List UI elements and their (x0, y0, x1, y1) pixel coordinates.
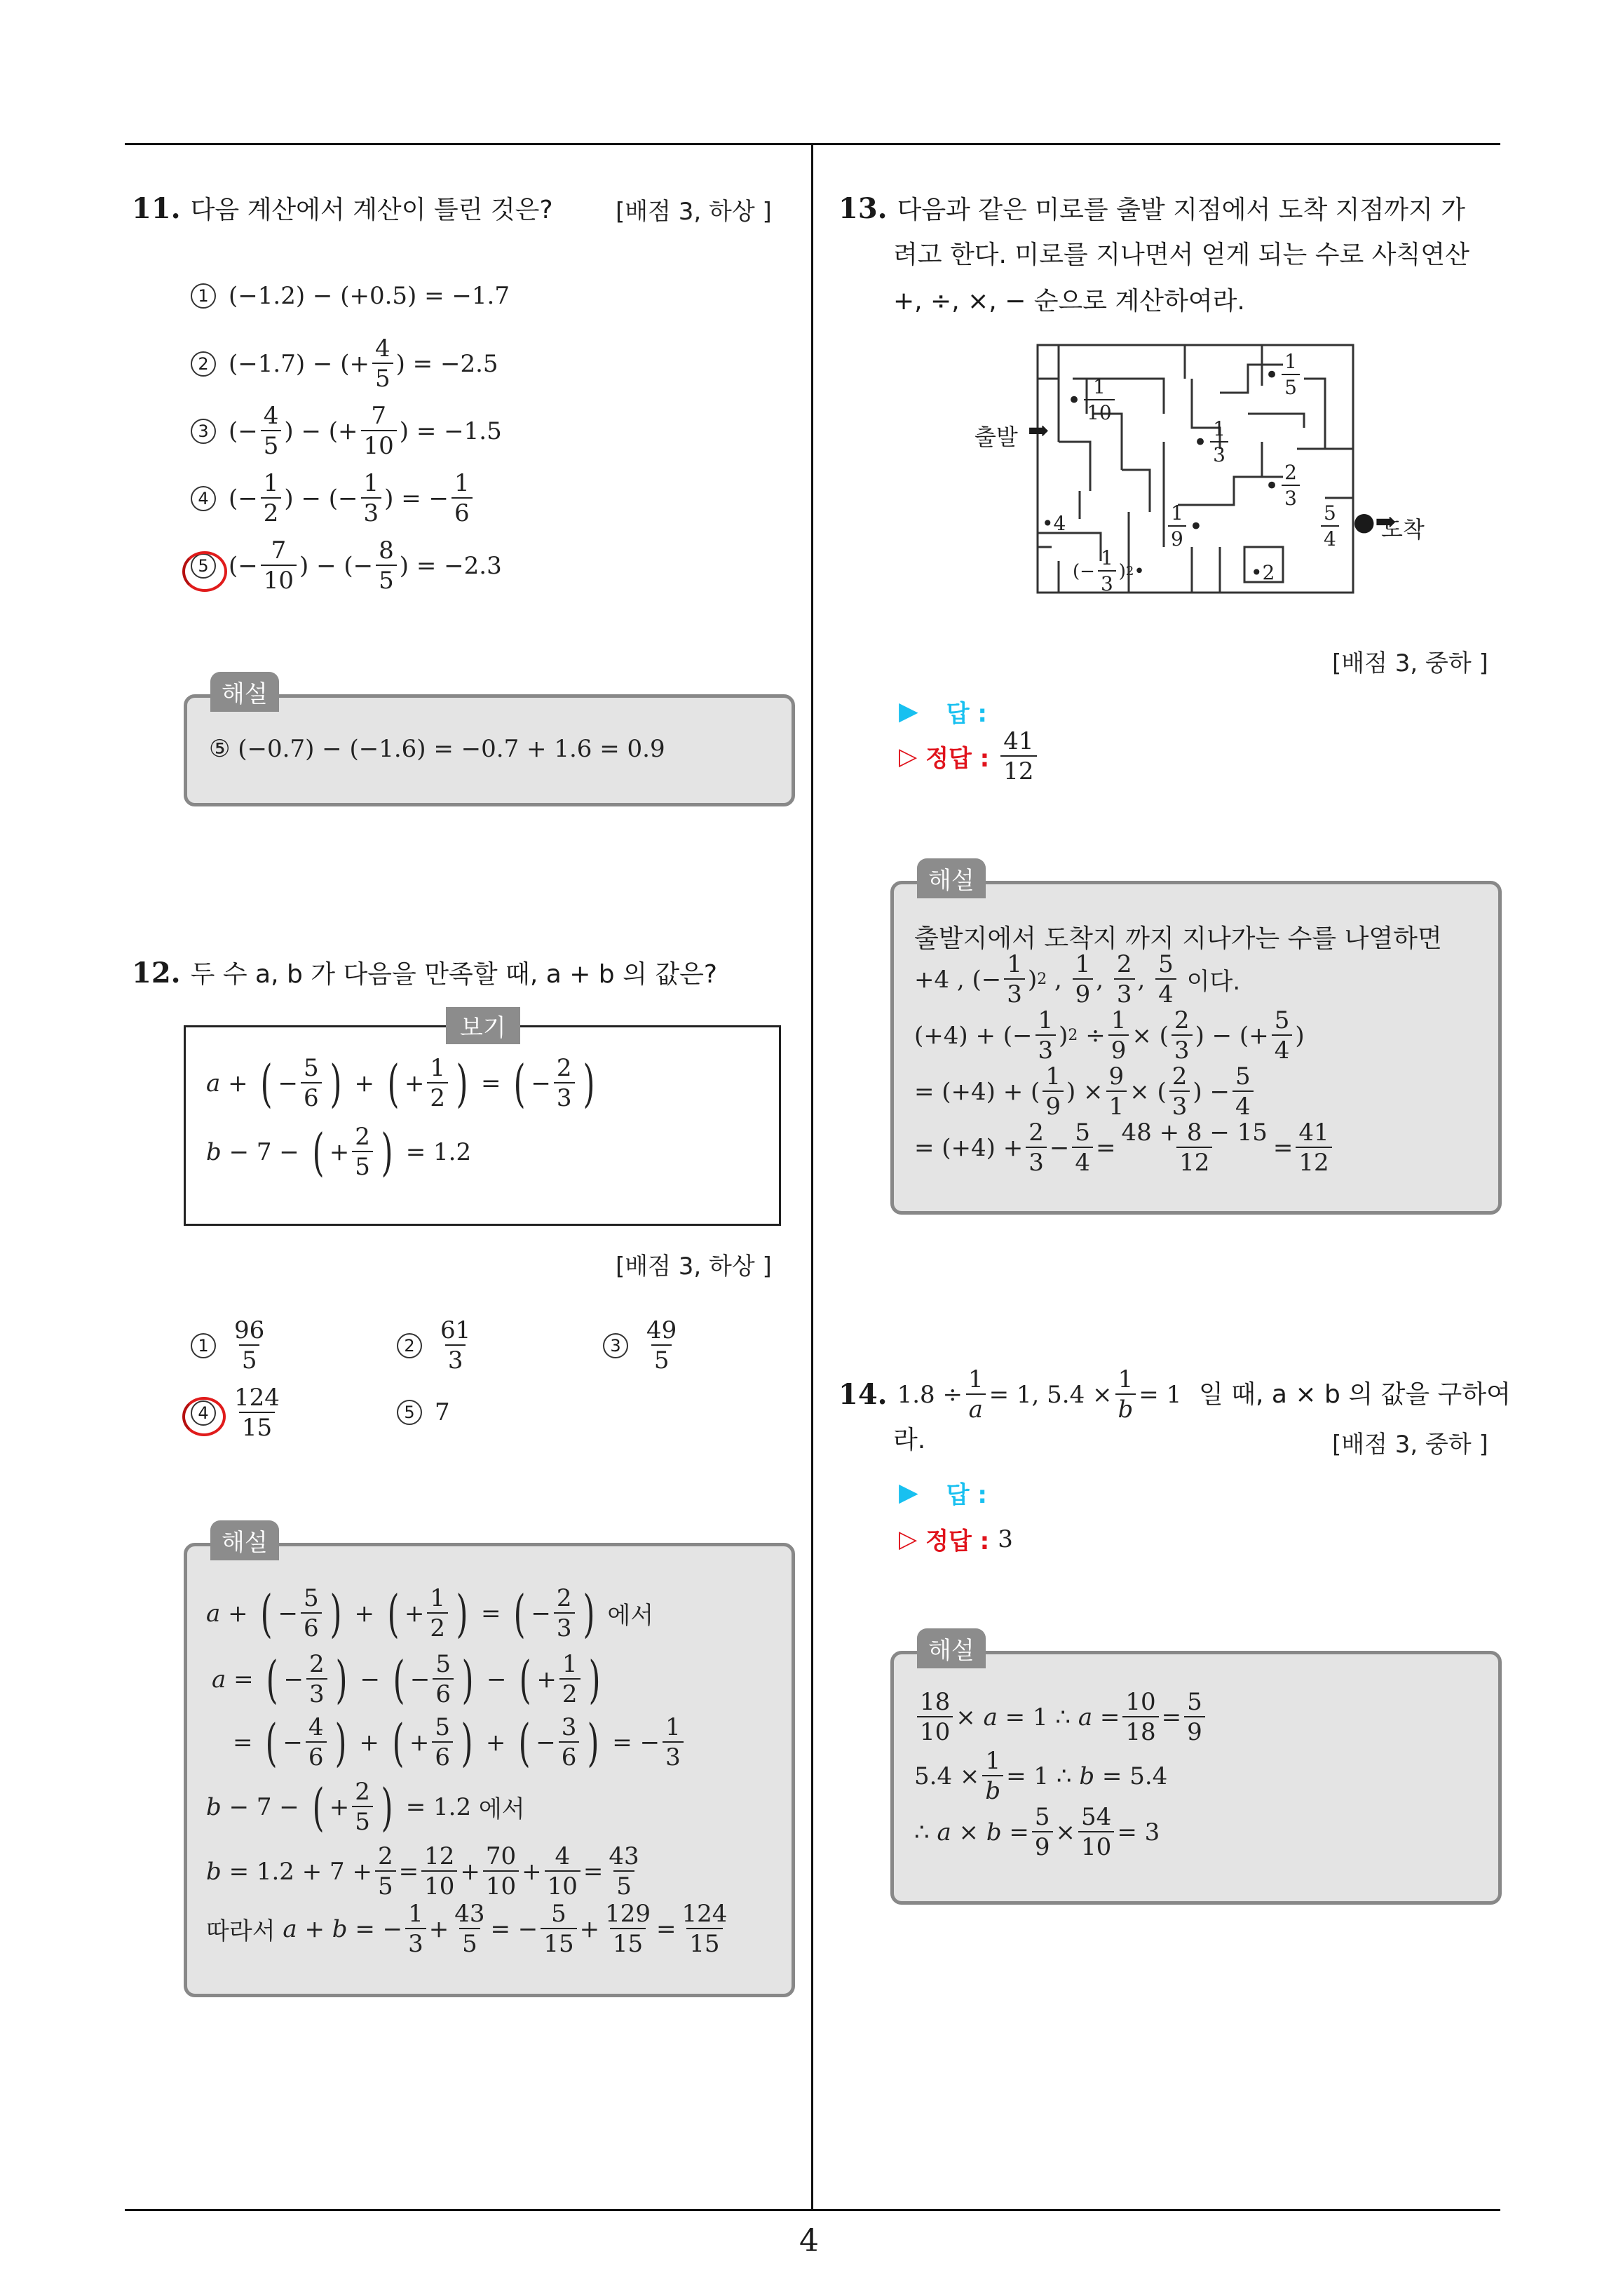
correct-label: 정답 : (925, 745, 990, 773)
maze-value-4: •4 (1042, 512, 1066, 535)
option-number: 1 (191, 1333, 216, 1358)
solution-tab: 해설 (917, 1628, 986, 1668)
question-number: 14. (838, 1378, 888, 1411)
q14-score: [배점 3, 중하 ] (1332, 1431, 1488, 1459)
q13-solution-line-3: (+4) + (− $\frac{1}{3}$ ) 2 ÷ $\frac{1}{9}$ × ( $\frac{2}{3}$ ) − (+ $\frac{5}{4}$ ) (914, 1006, 1305, 1065)
q12-option-2[interactable]: 2 $\frac{61}{3}$ (397, 1318, 476, 1372)
q14-correct-row (899, 1522, 1013, 1556)
q13-solution-line-4: = (+4) + ( $\frac{1}{9}$ ) × $\frac{9}{1}$ × ( $\frac{2}{3}$ ) − $\frac{5}{4}$ (914, 1065, 1256, 1119)
condition-tab: 보기 (446, 1007, 520, 1044)
start-arrow-icon: ➡ (1028, 417, 1050, 445)
option-number: 2 (191, 351, 216, 377)
question-text: 일 때, a × b 의 값을 구하여 (1199, 1379, 1511, 1409)
maze-value-2: •2 (1251, 561, 1275, 584)
q11-option-4[interactable]: 4 (− $\frac{1}{2}$ ) − (− $\frac{1}{3}$ ) = − $\frac{1}{6}$ (191, 471, 475, 525)
q13-maze (967, 337, 1528, 603)
q13-solution-line-5: = (+4) + $\frac{2}{3}$ − $\frac{5}{4}$ = $\frac{48 + 8 - 15}{12}$ = $\frac{41}{12}$ (914, 1121, 1335, 1175)
correct-arrow-icon: ▷ (899, 1525, 918, 1553)
answer-circle-mark (182, 551, 227, 592)
answer-arrow-icon: ▶ (899, 697, 918, 726)
page-number: 4 (799, 2223, 819, 2259)
question-number: 11. (132, 192, 181, 225)
q14-header (838, 1365, 1511, 1424)
maze-value-5-4: $\frac{5}{4}$ (1318, 504, 1342, 549)
question-line-2: 라. (893, 1426, 926, 1454)
answer-circle-mark (182, 1397, 226, 1436)
question-text: 다음 계산에서 계산이 틀린 것은? (190, 196, 553, 224)
maze-value-1-3: • $\frac{1}{3}$ (1193, 419, 1231, 465)
maze-value-1-10: • $\frac{1}{10}$ (1067, 377, 1118, 423)
solution-tab: 해설 (210, 672, 279, 712)
end-arrow-icon: ●➡ (1353, 508, 1397, 536)
q12-option-4[interactable]: 4 $\frac{124}{15}$ (191, 1386, 285, 1440)
q11-score: [배점 3, 하상 ] (616, 198, 772, 226)
maze-start-label: 출발 (975, 424, 1018, 450)
q12-solution-line-4: b − 7 − ( + $\frac{2}{5}$ ) = 1.2 에서 (206, 1777, 525, 1837)
q12-solution-line-1: a + ( − $\frac{5}{6}$ ) + ( + $\frac{1}{2}$ ) = ( − $\frac{2}{3}$ ) 에서 (206, 1583, 654, 1643)
answer-label: 답 : (946, 700, 987, 728)
q12-solution-line-5: b = 1.2 + 7 + $\frac{2}{5}$ = $\frac{12}{10}$ + $\frac{70}{10}$ + $\frac{4}{10}$ = $\frac{43}{5}$ (206, 1842, 639, 1900)
q13-answer-row (899, 694, 987, 729)
q11-option-3[interactable]: 3 (− $\frac{4}{5}$ ) − (+ $\frac{7}{10}$ ) = −1.5 (191, 404, 502, 458)
q13-score: [배점 3, 중하 ] (1332, 649, 1488, 677)
q12-condition-1: a + ( − $\frac{5}{6}$ ) + ( + $\frac{1}{2}$ ) = ( − $\frac{2}{3}$ ) (206, 1053, 595, 1113)
option-number: 3 (191, 419, 216, 444)
q11-option-5[interactable]: 5 (− $\frac{7}{10}$ ) − (− $\frac{8}{5}$ ) = −2.3 (191, 539, 502, 593)
question-line-3: +, ÷, ×, − 순으로 계산하여라. (893, 287, 1245, 316)
q12-solution-line-3: = ( − $\frac{4}{6}$ ) + ( + $\frac{5}{6}$ ) + ( − $\frac{3}{6}$ ) = − $\frac{1}{3}$ (233, 1715, 686, 1769)
question-text: 두 수 a, b 가 다음을 만족할 때, a + b 의 값은? (190, 960, 717, 989)
solution-tab: 해설 (210, 1520, 279, 1560)
correct-value: 3 (998, 1525, 1013, 1553)
answer-arrow-icon: ▶ (899, 1478, 918, 1507)
option-number: 4 (191, 1400, 216, 1426)
q14-answer-row (899, 1475, 987, 1510)
question-number: 12. (132, 957, 181, 990)
column-divider (811, 143, 813, 2210)
question-line-1: 다음과 같은 미로를 출발 지점에서 도착 지점까지 가 (897, 196, 1465, 224)
solution-tab: 해설 (917, 858, 986, 898)
option-number: 5 (397, 1400, 422, 1425)
option-number: 4 (191, 486, 216, 511)
question-equation: 1.8 ÷ $\frac{1}{a}$ = 1, 5.4 × $\frac{1}{b}$ = 1 (897, 1365, 1190, 1424)
maze-value-2-3: • $\frac{2}{3}$ (1265, 463, 1303, 508)
q11-option-2[interactable]: 2 (−1.7) − (+ $\frac{4}{5}$ ) = −2.5 (191, 337, 498, 391)
correct-label: 정답 : (925, 1527, 990, 1555)
q12-solution-line-2: a = ( − $\frac{2}{3}$ ) − ( − $\frac{5}{6}$ ) − ( + $\frac{1}{2}$ ) (212, 1649, 600, 1709)
q14-solution-line-3: ∴ a × b = $\frac{5}{9}$ × $\frac{54}{10}$ = 3 (914, 1803, 1160, 1861)
option-number: 2 (397, 1333, 422, 1358)
q13-solution-line-1: 출발지에서 도착지 까지 지나가는 수를 나열하면 (914, 924, 1442, 953)
q12-condition-2: b − 7 − ( + $\frac{2}{5}$ ) = 1.2 (206, 1122, 472, 1182)
maze-diagram (967, 337, 1528, 603)
q14-solution-line-2: 5.4 × $\frac{1}{b}$ = 1 ∴ b = 5.4 (914, 1747, 1168, 1805)
q13-header (838, 187, 1465, 234)
maze-value-1-9: $\frac{1}{9}$ • (1165, 504, 1203, 549)
option-number: 3 (603, 1333, 628, 1358)
maze-end-label: 도착 (1381, 516, 1425, 543)
q11-header (132, 187, 553, 234)
q11-option-1[interactable]: 1 (−1.2) − (+0.5) = −1.7 (191, 282, 510, 310)
q11-solution-text: ⑤ (−0.7) − (−1.6) = −0.7 + 1.6 = 0.9 (209, 735, 665, 763)
q12-option-5[interactable]: 5 7 (397, 1398, 450, 1426)
correct-arrow-icon: ▷ (899, 742, 918, 771)
question-line-2: 려고 한다. 미로를 지나면서 얻게 되는 수로 사칙연산 (893, 241, 1469, 269)
maze-value-1-5: • $\frac{1}{5}$ (1265, 352, 1303, 398)
answer-label: 답 : (946, 1481, 987, 1509)
q13-solution-line-2: +4 , (− $\frac{1}{3}$ ) 2 , $\frac{1}{9}$ , $\frac{2}{3}$ , $\frac{5}{4}$ 이다. (914, 950, 1241, 1008)
question-number: 13. (838, 192, 888, 225)
q14-solution-line-1: $\frac{18}{10}$ × a = 1 ∴ a = $\frac{10}{18}$ = $\frac{5}{9}$ (914, 1690, 1208, 1744)
option-number: 5 (191, 553, 216, 579)
maze-value-neg-1-3-squared: (− $\frac{1}{3}$ ) 2 • (1073, 546, 1145, 595)
q13-correct-row: ▷ 정답 : $\frac{41}{12}$ (899, 729, 1040, 783)
q12-option-1[interactable]: 1 $\frac{96}{5}$ (191, 1318, 270, 1372)
q12-solution-line-6: 따라서 a + b = − $\frac{1}{3}$ + $\frac{43}{5}$ = − $\frac{5}{15}$ + $\frac{129}{15}$ = $\frac{124}{15}$ (206, 1900, 728, 1958)
q12-option-3[interactable]: 3 $\frac{49}{5}$ (603, 1318, 682, 1372)
option-number: 1 (191, 283, 216, 309)
q12-score: [배점 3, 하상 ] (616, 1252, 772, 1281)
q12-header (132, 951, 717, 999)
